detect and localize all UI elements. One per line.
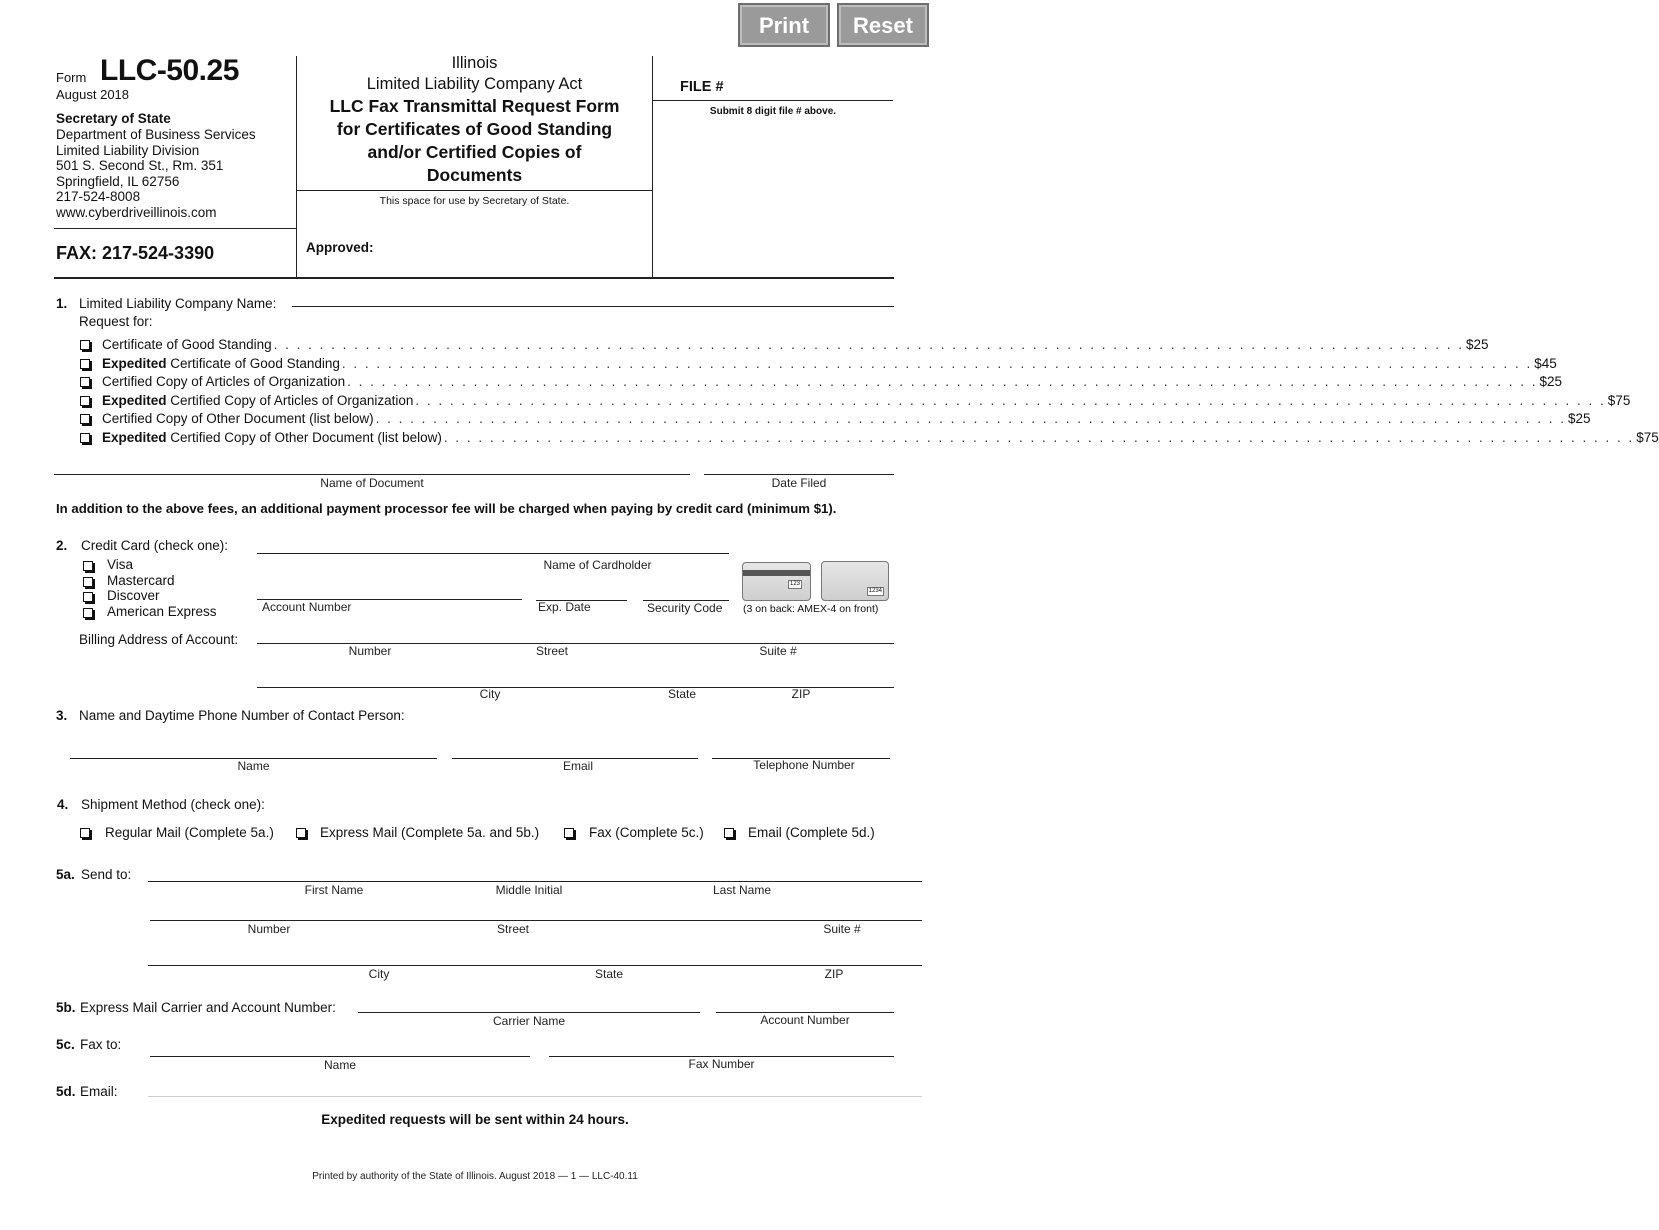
shipment-label: Shipment Method (check one): <box>81 797 265 812</box>
email-checkbox[interactable] <box>724 828 734 838</box>
cardholder-field[interactable] <box>257 553 729 554</box>
checkbox[interactable] <box>80 433 90 443</box>
send-to-label: Send to: <box>81 867 132 882</box>
email-to-field[interactable] <box>148 1096 922 1097</box>
exp-date-caption: Exp. Date <box>538 600 591 614</box>
form-number: LLC-50.25 <box>100 54 239 87</box>
discover-checkbox[interactable] <box>83 592 93 602</box>
send-zip-caption: ZIP <box>824 967 844 981</box>
send-city-caption: City <box>368 967 390 981</box>
fee-item: Certified Copy of Articles of Organization . . . . . . . . . . . . . . . . . . . . . . . . . . . . . . . . . . . . . . . . . . . . . . . . . . . . . . . . . . . . . . . . . . . . . . . . . . . . . . . . . . . . . . . . . . . . . . . . . . . . . . . . $25 <box>80 374 892 392</box>
fee-item: Expedited Certified Copy of Articles of Organization . . . . . . . . . . . . . . . . . . . . . . . . . . . . . . . . . . . . . . . . . . . . . . . . . . . . . . . . . . . . . . . . . . . . . . . . . . . . . . . . . . . . . . . . . . . . . . . . . . . . . . . . $75 <box>80 393 892 411</box>
card-front-image: 1234 <box>821 561 889 601</box>
email-label: Email (Complete 5d.) <box>748 825 875 840</box>
footer: Printed by authority of the State of Illinois. August 2018 — 1 — LLC-40.11 <box>312 1171 638 1182</box>
mastercard-checkbox[interactable] <box>83 577 93 587</box>
credit-card-label: Credit Card (check one): <box>81 538 229 553</box>
fax-number: FAX: 217-524-3390 <box>56 243 215 263</box>
send-to-street-field[interactable] <box>150 920 922 921</box>
checkbox[interactable] <box>80 377 90 387</box>
card-back-image: 123 <box>742 562 811 601</box>
fax-checkbox[interactable] <box>564 828 574 838</box>
express-mail-checkbox[interactable] <box>296 828 306 838</box>
contact-email-caption: Email <box>562 759 593 773</box>
regular-mail-label: Regular Mail (Complete 5a.) <box>105 825 274 840</box>
section5c-number: 5c. <box>56 1037 75 1052</box>
discover-label: Discover <box>107 588 160 603</box>
section2-number: 2. <box>56 538 68 553</box>
fax-name-caption: Name <box>323 1058 356 1072</box>
section5d-number: 5d. <box>56 1084 76 1099</box>
section4-number: 4. <box>57 797 69 812</box>
fee-item: Expedited Certified Copy of Other Document (list below) . . . . . . . . . . . . . . . . . . . . . . . . . . . . . . . . . . . . . . . . . . . . . . . . . . . . . . . . . . . . . . . . . . . . . . . . . . . . . . . . . . . . . . . . . . . . . . . . . . . . . . . . $75 <box>80 430 892 448</box>
billing-street-caption: Street <box>535 644 568 658</box>
fax-name-field[interactable] <box>150 1056 530 1057</box>
first-name-caption: First Name <box>304 883 364 897</box>
section5a-number: 5a. <box>56 867 75 882</box>
billing-city-caption: City <box>479 687 501 701</box>
billing-address-label: Billing Address of Account: <box>79 632 239 647</box>
sos-address: Department of Business Services Limited Liability Division 501 S. Second St., Rm. 351 Springfield, IL 62756 217-524-8008 www.cyberdriveillinois.com <box>56 127 256 220</box>
billing-state-caption: State <box>667 687 697 701</box>
send-suite-caption: Suite # <box>823 922 861 936</box>
file-label: FILE # <box>680 79 724 95</box>
send-to-city-field[interactable] <box>148 965 922 966</box>
regular-mail-checkbox[interactable] <box>80 828 90 838</box>
fee-item: Expedited Certificate of Good Standing . . . . . . . . . . . . . . . . . . . . . . . . . . . . . . . . . . . . . . . . . . . . . . . . . . . . . . . . . . . . . . . . . . . . . . . . . . . . . . . . . . . . . . . . . . . . . . . . . . . . . . . . $45 <box>80 356 892 374</box>
contact-phone-caption: Telephone Number <box>753 758 855 772</box>
document-name-field[interactable] <box>54 474 690 475</box>
send-street-caption: Street <box>496 922 529 936</box>
date-filed-field[interactable] <box>704 474 894 475</box>
section5b-number: 5b. <box>56 1000 76 1015</box>
cardholder-caption: Name of Cardholder <box>543 558 652 572</box>
sos-use-note: This space for use by Secretary of State. <box>379 195 570 207</box>
amex-label: American Express <box>107 604 217 619</box>
llc-name-field[interactable] <box>292 306 894 307</box>
visa-label: Visa <box>107 557 134 572</box>
carrier-account-caption: Account Number <box>760 1013 850 1027</box>
section3-number: 3. <box>56 708 68 723</box>
checkbox[interactable] <box>80 414 90 424</box>
fee-item: Certified Copy of Other Document (list below) . . . . . . . . . . . . . . . . . . . . . . . . . . . . . . . . . . . . . . . . . . . . . . . . . . . . . . . . . . . . . . . . . . . . . . . . . . . . . . . . . . . . . . . . . . . . . . . . . . . . . . . . $25 <box>80 411 892 429</box>
last-name-caption: Last Name <box>712 883 772 897</box>
fee-item: Certificate of Good Standing . . . . . . . . . . . . . . . . . . . . . . . . . . . . . . . . . . . . . . . . . . . . . . . . . . . . . . . . . . . . . . . . . . . . . . . . . . . . . . . . . . . . . . . . . . . . . . . . . . . . . . . . $25 <box>80 337 892 355</box>
approved-label: Approved: <box>306 240 374 255</box>
contact-label: Name and Daytime Phone Number of Contact Person: <box>79 708 405 723</box>
request-for-label: Request for: <box>79 314 153 329</box>
send-state-caption: State <box>594 967 624 981</box>
express-mail-label: Express Mail (Complete 5a. and 5b.) <box>320 825 540 840</box>
carrier-name-caption: Carrier Name <box>492 1014 565 1028</box>
document-name-caption: Name of Document <box>320 476 424 490</box>
form-word: Form <box>56 70 87 85</box>
checkbox[interactable] <box>80 340 90 350</box>
amex-checkbox[interactable] <box>83 608 93 618</box>
visa-checkbox[interactable] <box>83 561 93 571</box>
carrier-label: Express Mail Carrier and Account Number: <box>80 1000 336 1015</box>
sos-title: Secretary of State <box>56 111 171 126</box>
file-note: Submit 8 digit file # above. <box>709 106 837 117</box>
print-button[interactable]: Print <box>738 3 830 47</box>
expedited-note: Expedited requests will be sent within 24 hours. <box>321 1112 629 1127</box>
billing-number-caption: Number <box>348 644 392 658</box>
mastercard-label: Mastercard <box>107 573 175 588</box>
file-number-field[interactable] <box>653 100 893 101</box>
send-number-caption: Number <box>247 922 291 936</box>
middle-initial-caption: Middle Initial <box>495 883 563 897</box>
contact-name-caption: Name <box>237 759 270 773</box>
carrier-name-field[interactable] <box>358 1012 700 1013</box>
fax-label: Fax (Complete 5c.) <box>589 825 704 840</box>
billing-zip-caption: ZIP <box>791 687 811 701</box>
security-code-note: (3 on back: AMEX-4 on front) <box>743 603 879 615</box>
send-to-name-field[interactable] <box>148 881 922 882</box>
checkbox[interactable] <box>80 359 90 369</box>
email-to-label: Email: <box>80 1084 118 1099</box>
billing-suite-caption: Suite # <box>759 644 797 658</box>
fax-to-label: Fax to: <box>80 1037 122 1052</box>
account-number-caption: Account Number <box>262 600 352 614</box>
section1-number: 1. <box>56 296 68 311</box>
fee-note: In addition to the above fees, an additional payment processor fee will be charged when paying by credit card (minimum $1). <box>56 501 837 516</box>
llc-name-label: Limited Liability Company Name: <box>79 296 277 311</box>
header-title-block: Illinois Limited Liability Company Act LLC Fax Transmittal Request Form for Certificates of Good Standing and/or Certified Copies of Documents <box>329 54 620 185</box>
form-date: August 2018 <box>56 87 130 102</box>
checkbox[interactable] <box>80 396 90 406</box>
reset-button[interactable]: Reset <box>837 3 929 47</box>
security-code-caption: Security Code <box>647 601 723 615</box>
date-filed-caption: Date Filed <box>771 476 827 490</box>
fax-number-caption: Fax Number <box>688 1057 755 1071</box>
